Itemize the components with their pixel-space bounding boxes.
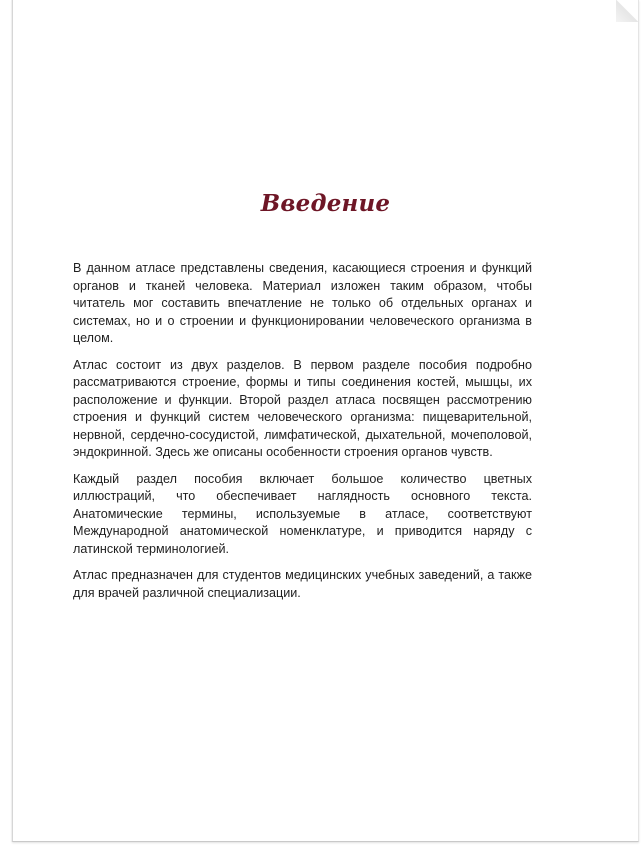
- body-text: [73, 260, 532, 611]
- document-page: [12, 0, 639, 842]
- page-corner-fold: [616, 0, 638, 22]
- paragraph-illustrations: Каждый раздел пособия включает большое количество цветных иллюстраций, что обеспечивает наглядность основного текста. Анатомические термины, используемые в атласе, соответствуют Международной анатомической номенклатуре, и приводится наряду с латинской терминологией.: [73, 471, 532, 556]
- paragraph-intro: В данном атласе представлены сведения, касающиеся строения и функций органов и тканей человека. Материал изложен таким образом, чтобы читатель мог составить впечатление не только об отдельных органах и системах, но и о строении и функционировании человеческого организма в целом.: [73, 261, 532, 345]
- paragraph-audience: Атлас предназначен для студентов медицинских учебных заведений, а также для врачей различной специализации.: [73, 568, 532, 600]
- page-title: Введение: [260, 190, 391, 217]
- paragraph-structure: Атлас состоит из двух разделов. В первом разделе пособия подробно рассматриваются строение, формы и типы соединения костей, мышцы, их расположение и функции. Второй раздел атласа посвящен рассмотрению строения и функций систем человеческого организма: пищеварительной, нервной, сердечно-сосудистой, лимфатической, дыхательной, мочеполовой, эндокринной. Здесь же описаны особенности строения органов чувств.: [73, 357, 532, 459]
